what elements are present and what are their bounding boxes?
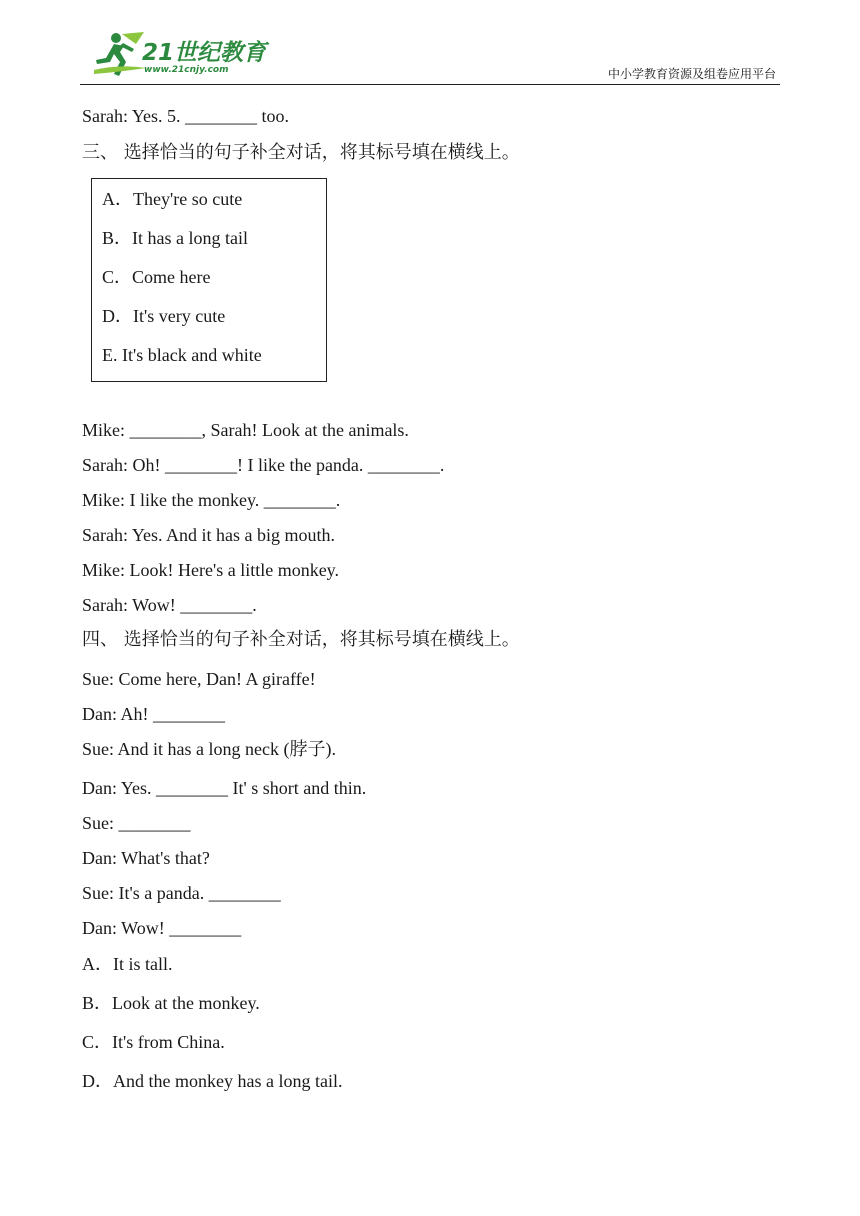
page-header	[0, 0, 860, 90]
option-item: B．It has a long tail	[102, 228, 248, 248]
dialogue-line: Sarah: Oh! ________! I like the panda. ________.	[82, 455, 445, 475]
option-item: B．Look at the monkey.	[82, 993, 260, 1013]
header-divider	[80, 84, 780, 85]
option-item: C．Come here	[102, 267, 211, 287]
dialogue-line: Sue: And it has a long neck (脖子).	[82, 739, 336, 759]
dialogue-line: Sue: Come here, Dan! A giraffe!	[82, 669, 316, 689]
logo-url: www.21cnjy.com	[144, 65, 229, 75]
option-item: D．It's very cute	[102, 306, 226, 326]
option-item: D．And the monkey has a long tail.	[82, 1071, 343, 1091]
dialogue-line: Sue: ________	[82, 813, 191, 833]
dialogue-line: Dan: Wow! ________	[82, 918, 242, 938]
option-item: E. It's black and white	[102, 345, 262, 365]
site-label: 中小学教育资源及组卷应用平台	[607, 67, 776, 81]
logo	[92, 30, 272, 80]
section-heading: 三、 选择恰当的句子补全对话，将其标号填在横线上。	[82, 142, 520, 163]
dialogue-line: Sarah: Yes. And it has a big mouth.	[82, 525, 336, 545]
dialogue-line: Dan: Ah! ________	[82, 704, 225, 724]
option-item: A．They're so cute	[102, 189, 243, 209]
dialogue-line: Dan: Yes. ________ It' s short and thin.	[82, 778, 367, 798]
dialogue-line: Mike: I like the monkey. ________.	[82, 490, 341, 510]
logo-text: 21世纪教育	[142, 40, 267, 66]
options-box	[91, 178, 327, 382]
dialogue-line: Sarah: Wow! ________.	[82, 595, 257, 615]
dialogue-line: Mike: ________, Sarah! Look at the animals.	[82, 420, 409, 440]
dialogue-line: Mike: Look! Here's a little monkey.	[82, 560, 340, 580]
option-item: A．It is tall.	[82, 954, 173, 974]
option-item: C．It's from China.	[82, 1032, 225, 1052]
runner-logo-icon	[92, 30, 148, 78]
dialogue-line: Dan: What's that?	[82, 848, 210, 868]
section-heading: 四、 选择恰当的句子补全对话，将其标号填在横线上。	[82, 629, 520, 650]
dialogue-line: Sue: It's a panda. ________	[82, 883, 281, 903]
dialogue-line: Sarah: Yes. 5. ________ too.	[82, 106, 290, 126]
